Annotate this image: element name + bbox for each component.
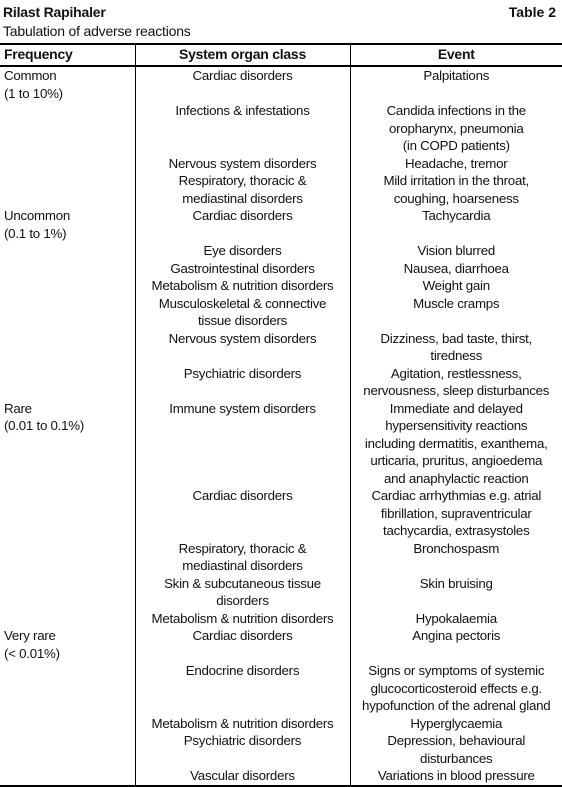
table-row	[0, 767, 562, 786]
table-row	[0, 277, 562, 295]
event-cell	[350, 295, 562, 330]
cell-line: Gastrointestinal disorders	[136, 260, 350, 278]
table-header	[3, 4, 558, 44]
frequency-cell	[0, 295, 135, 330]
event-cell	[350, 662, 562, 715]
cell-line: (in COPD patients)	[351, 137, 562, 155]
frequency-cell	[0, 400, 135, 488]
cell-line: oropharynx, pneumonia	[351, 120, 562, 138]
event-cell	[350, 260, 562, 278]
cell-line: Common	[4, 67, 135, 85]
table-row	[0, 662, 562, 715]
event-cell	[350, 732, 562, 767]
cell-line: Musculoskeletal & connective	[136, 295, 350, 313]
frequency-cell	[0, 487, 135, 540]
cell-line: tiredness	[351, 347, 562, 365]
cell-line: (0.1 to 1%)	[4, 225, 135, 243]
cell-line: Metabolism & nutrition disorders	[136, 610, 350, 628]
column-header-frequency: Frequency	[0, 44, 135, 66]
cell-line: Vascular disorders	[136, 767, 350, 785]
cell-line: Tachycardia	[351, 207, 562, 225]
system-organ-class-cell	[135, 627, 350, 662]
system-organ-class-cell	[135, 487, 350, 540]
event-cell	[350, 277, 562, 295]
cell-line: disorders	[136, 592, 350, 610]
system-organ-class-cell	[135, 400, 350, 488]
event-cell	[350, 610, 562, 628]
system-organ-class-cell	[135, 767, 350, 786]
cell-line: Cardiac disorders	[136, 67, 350, 85]
cell-line: Endocrine disorders	[136, 662, 350, 680]
cell-line: Headache, tremor	[351, 155, 562, 173]
table-row	[0, 295, 562, 330]
cell-line: Rare	[4, 400, 135, 418]
table-row	[0, 207, 562, 242]
cell-line: Bronchospasm	[351, 540, 562, 558]
header-row	[0, 44, 562, 66]
frequency-cell	[0, 575, 135, 610]
cell-line: tachycardia, extrasystoles	[351, 522, 562, 540]
system-organ-class-cell	[135, 610, 350, 628]
cell-line: Nervous system disorders	[136, 330, 350, 348]
system-organ-class-cell	[135, 715, 350, 733]
event-cell	[350, 172, 562, 207]
cell-line: Hypokalaemia	[351, 610, 562, 628]
cell-line: Mild irritation in the throat,	[351, 172, 562, 190]
table-number: Table 2	[509, 4, 556, 20]
frequency-cell	[0, 330, 135, 365]
cell-line: Hyperglycaemia	[351, 715, 562, 733]
column-header-event: Event	[350, 44, 562, 66]
cell-line: Nausea, diarrhoea	[351, 260, 562, 278]
system-organ-class-cell	[135, 540, 350, 575]
frequency-cell	[0, 627, 135, 662]
cell-line: mediastinal disorders	[136, 557, 350, 575]
column-header-system-organ-class: System organ class	[135, 44, 350, 66]
cell-line: Immune system disorders	[136, 400, 350, 418]
table-row	[0, 365, 562, 400]
cell-line: including dermatitis, exanthema,	[351, 435, 562, 453]
cell-line: urticaria, pruritus, angioedema	[351, 452, 562, 470]
frequency-cell	[0, 172, 135, 207]
cell-line: Dizziness, bad taste, thirst,	[351, 330, 562, 348]
cell-line: (0.01 to 0.1%)	[4, 417, 135, 435]
document-title: Rilast Rapihaler	[3, 4, 106, 20]
cell-line: Agitation, restlessness,	[351, 365, 562, 383]
system-organ-class-cell	[135, 102, 350, 155]
cell-line: and anaphylactic reaction	[351, 470, 562, 488]
system-organ-class-cell	[135, 295, 350, 330]
cell-line: hypersensitivity reactions	[351, 417, 562, 435]
frequency-cell	[0, 207, 135, 242]
table-body	[0, 66, 562, 786]
cell-line: fibrillation, supraventricular	[351, 505, 562, 523]
event-cell	[350, 487, 562, 540]
event-cell	[350, 715, 562, 733]
cell-line: tissue disorders	[136, 312, 350, 330]
cell-line: Immediate and delayed	[351, 400, 562, 418]
table-row	[0, 715, 562, 733]
table-row	[0, 487, 562, 540]
table-row	[0, 575, 562, 610]
frequency-cell	[0, 715, 135, 733]
cell-line: Variations in blood pressure	[351, 767, 562, 785]
system-organ-class-cell	[135, 365, 350, 400]
table-head	[0, 44, 562, 66]
table-row	[0, 102, 562, 155]
cell-line: Cardiac arrhythmias e.g. atrial	[351, 487, 562, 505]
cell-line: Psychiatric disorders	[136, 365, 350, 383]
event-cell	[350, 330, 562, 365]
cell-line: mediastinal disorders	[136, 190, 350, 208]
event-cell	[350, 102, 562, 155]
cell-line: Vision blurred	[351, 242, 562, 260]
cell-line: glucocorticosteroid effects e.g.	[351, 680, 562, 698]
table-row	[0, 260, 562, 278]
event-cell	[350, 155, 562, 173]
cell-line: nervousness, sleep disturbances	[351, 382, 562, 400]
table-row	[0, 627, 562, 662]
cell-line: Nervous system disorders	[136, 155, 350, 173]
cell-line: Very rare	[4, 627, 135, 645]
cell-line: Infections & infestations	[136, 102, 350, 120]
system-organ-class-cell	[135, 277, 350, 295]
event-cell	[350, 400, 562, 488]
table-row	[0, 400, 562, 488]
table-row	[0, 66, 562, 102]
table-row	[0, 155, 562, 173]
table-row	[0, 610, 562, 628]
cell-line: Metabolism & nutrition disorders	[136, 277, 350, 295]
table-subtitle: Tabulation of adverse reactions	[3, 23, 191, 39]
system-organ-class-cell	[135, 155, 350, 173]
frequency-cell	[0, 662, 135, 715]
frequency-cell	[0, 260, 135, 278]
cell-line: Skin & subcutaneous tissue	[136, 575, 350, 593]
table-row	[0, 540, 562, 575]
cell-line: Angina pectoris	[351, 627, 562, 645]
frequency-cell	[0, 610, 135, 628]
frequency-cell	[0, 540, 135, 575]
frequency-cell	[0, 277, 135, 295]
system-organ-class-cell	[135, 172, 350, 207]
frequency-cell	[0, 767, 135, 786]
event-cell	[350, 207, 562, 242]
event-cell	[350, 365, 562, 400]
system-organ-class-cell	[135, 732, 350, 767]
system-organ-class-cell	[135, 575, 350, 610]
event-cell	[350, 540, 562, 575]
cell-line: Skin bruising	[351, 575, 562, 593]
event-cell	[350, 767, 562, 786]
event-cell	[350, 242, 562, 260]
frequency-cell	[0, 155, 135, 173]
system-organ-class-cell	[135, 662, 350, 715]
table-row	[0, 732, 562, 767]
table-row	[0, 330, 562, 365]
system-organ-class-cell	[135, 260, 350, 278]
frequency-cell	[0, 732, 135, 767]
cell-line: Cardiac disorders	[136, 207, 350, 225]
table-row	[0, 242, 562, 260]
cell-line: Muscle cramps	[351, 295, 562, 313]
cell-line: Depression, behavioural	[351, 732, 562, 750]
cell-line: Respiratory, thoracic &	[136, 172, 350, 190]
cell-line: Candida infections in the	[351, 102, 562, 120]
cell-line: Signs or symptoms of systemic	[351, 662, 562, 680]
cell-line: Palpitations	[351, 67, 562, 85]
cell-line: Respiratory, thoracic &	[136, 540, 350, 558]
cell-line: hypofunction of the adrenal gland	[351, 697, 562, 715]
system-organ-class-cell	[135, 242, 350, 260]
system-organ-class-cell	[135, 66, 350, 102]
cell-line: disturbances	[351, 750, 562, 768]
cell-line: Uncommon	[4, 207, 135, 225]
adverse-reactions-table	[0, 43, 562, 787]
cell-line: (< 0.01%)	[4, 645, 135, 663]
table-row	[0, 172, 562, 207]
frequency-cell	[0, 365, 135, 400]
system-organ-class-cell	[135, 207, 350, 242]
event-cell	[350, 66, 562, 102]
event-cell	[350, 627, 562, 662]
cell-line: Cardiac disorders	[136, 627, 350, 645]
frequency-cell	[0, 66, 135, 102]
cell-line: coughing, hoarseness	[351, 190, 562, 208]
system-organ-class-cell	[135, 330, 350, 365]
frequency-cell	[0, 102, 135, 155]
cell-line: Cardiac disorders	[136, 487, 350, 505]
cell-line: Weight gain	[351, 277, 562, 295]
cell-line: Metabolism & nutrition disorders	[136, 715, 350, 733]
cell-line: (1 to 10%)	[4, 85, 135, 103]
cell-line: Psychiatric disorders	[136, 732, 350, 750]
frequency-cell	[0, 242, 135, 260]
event-cell	[350, 575, 562, 610]
cell-line: Eye disorders	[136, 242, 350, 260]
